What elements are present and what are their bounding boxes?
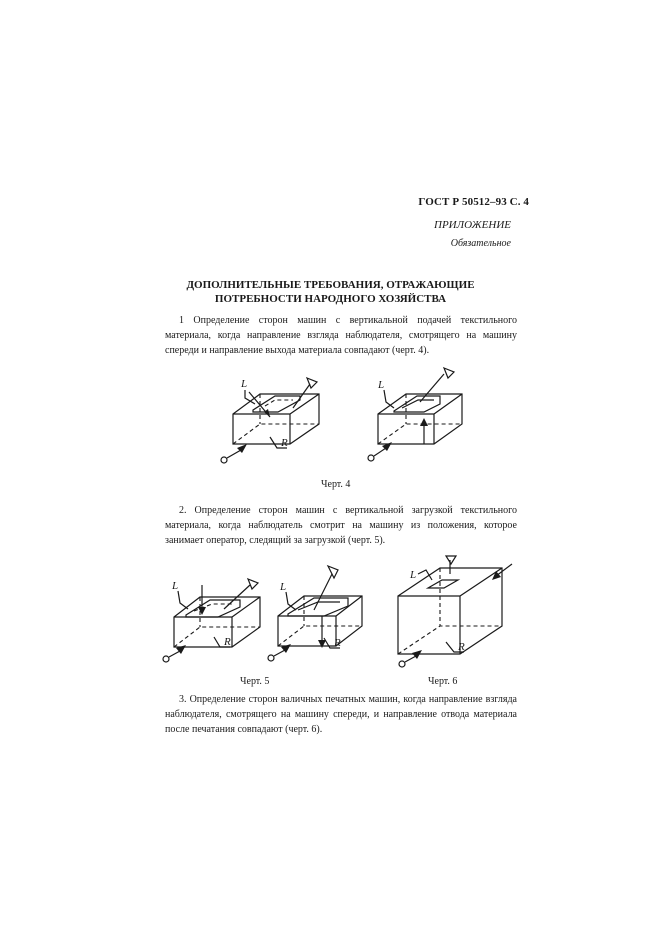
section-title-line-1: ДОПОЛНИТЕЛЬНЫЕ ТРЕБОВАНИЯ, ОТРАЖАЮЩИЕ — [186, 279, 475, 291]
document-reference: ГОСТ Р 50512–93 С. 4 — [418, 196, 529, 208]
label-left-side: L — [241, 378, 248, 390]
figure-6-diagram — [388, 550, 523, 670]
appendix-label: ПРИЛОЖЕНИЕ — [434, 219, 511, 231]
figure-6-caption: Черт. 6 — [428, 676, 458, 687]
paragraph-1 — [165, 313, 517, 358]
label-left-side: L — [410, 569, 417, 581]
figure-4-right-diagram — [362, 366, 482, 466]
section-title — [0, 278, 661, 306]
paragraph-2-text: 2. Определение сторон машин с вертикальной загрузкой текстильного материала, когда наблюдатель смотрит на машину из положения, которое занимает оператор, следящий за загрузкой (черт. 5). — [165, 505, 517, 546]
label-left-side: L — [378, 379, 385, 391]
figure-5-caption: Черт. 5 — [240, 676, 270, 687]
label-right-side: R — [224, 636, 231, 648]
paragraph-3 — [165, 692, 517, 737]
figure-5-left-diagram — [162, 575, 272, 665]
label-right-side: R — [334, 637, 341, 649]
label-left-side: L — [280, 581, 287, 593]
label-right-side: R — [281, 437, 288, 449]
paragraph-1-text: 1 Определение сторон машин с вертикальной подачей текстильного материала, когда направление взгляда наблюдателя, смотрящего на машину спереди и направление выхода материала совпадают (черт. 4). — [165, 315, 517, 356]
appendix-status: Обязательное — [450, 238, 511, 249]
figure-4-caption: Черт. 4 — [321, 479, 351, 490]
label-left-side: L — [172, 580, 179, 592]
paragraph-2 — [165, 503, 517, 548]
figure-5-right-diagram — [266, 566, 376, 666]
section-title-line-2: ПОТРЕБНОСТИ НАРОДНОГО ХОЗЯЙСТВА — [214, 293, 447, 305]
label-right-side: R — [458, 641, 465, 653]
paragraph-3-text: 3. Определение сторон валичных печатных машин, когда направление взгляда наблюдателя, смотрящего на машину спереди, и направление отвода материала после печатания совпадают (черт. 6). — [165, 694, 517, 735]
figure-4-left-diagram — [215, 372, 335, 467]
